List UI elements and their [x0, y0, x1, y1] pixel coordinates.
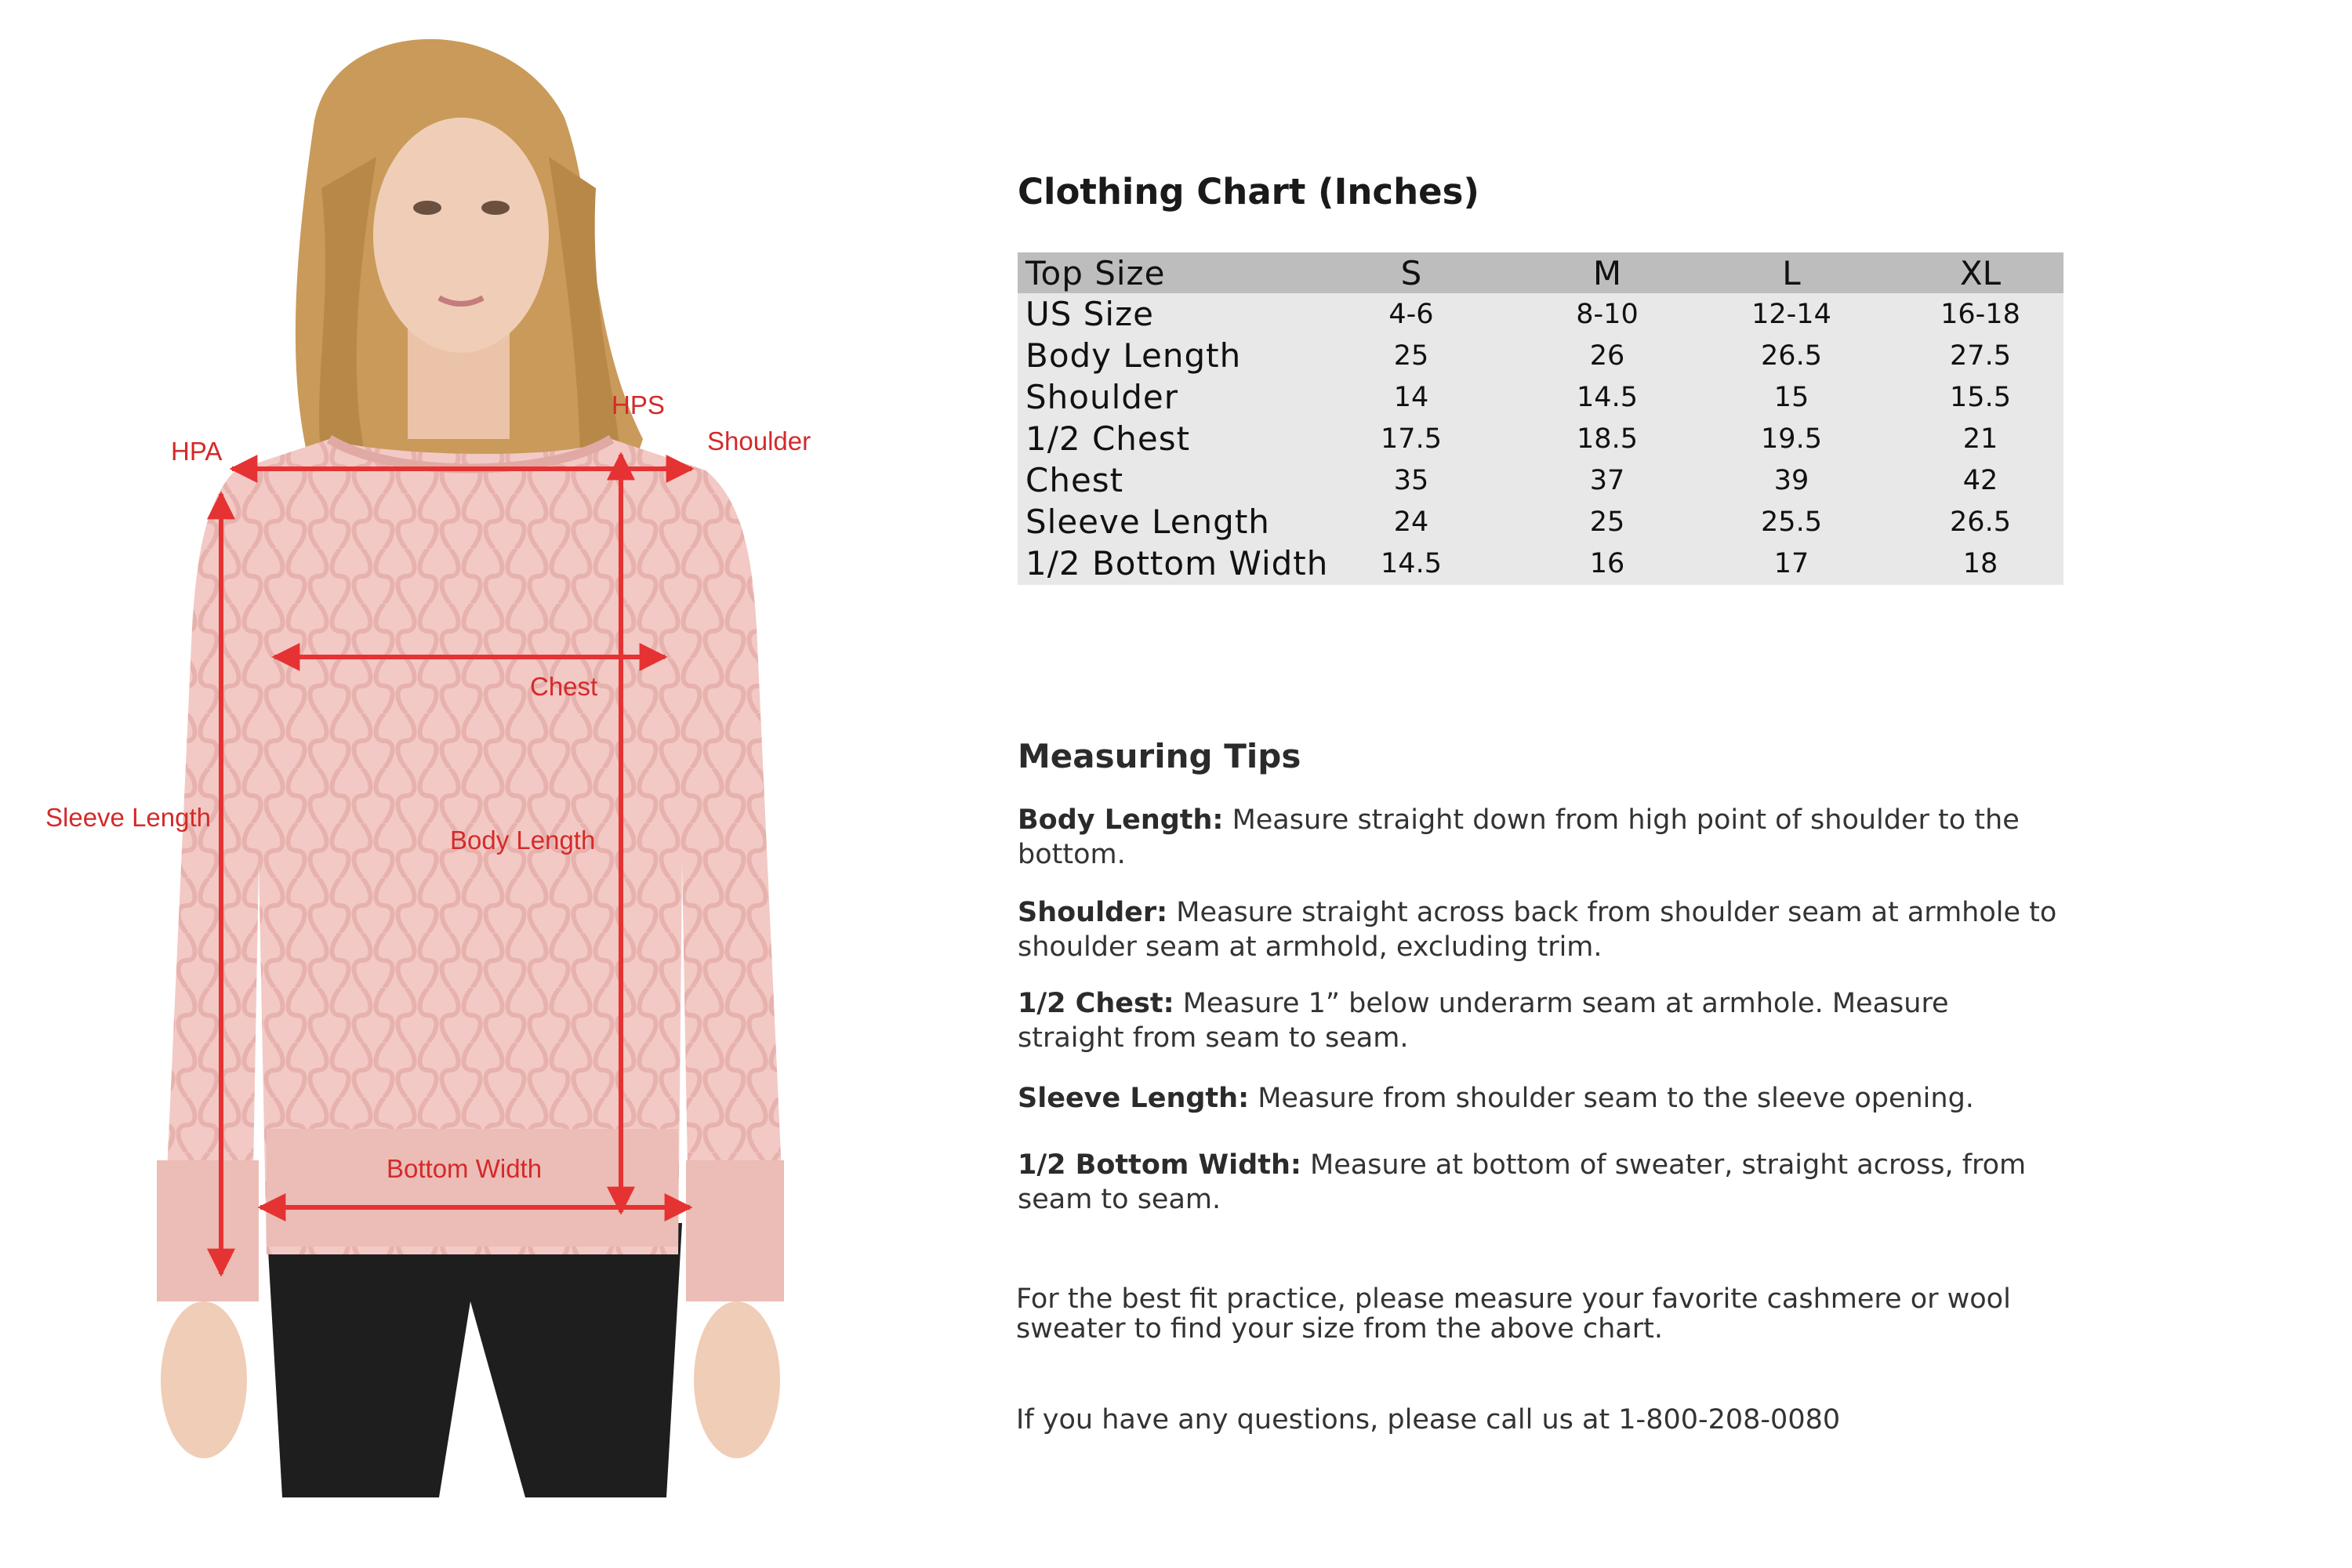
tip-text: Measure at bottom of sweater, straight across, from seam to seam. [1018, 1149, 2027, 1215]
tip-shoulder [1018, 895, 2060, 964]
label-hps: HPS [612, 390, 665, 419]
left-cuff [157, 1160, 259, 1301]
cell-value: 25.5 [1761, 506, 1822, 538]
cell-value: 17.5 [1381, 423, 1442, 455]
cell-value: 8-10 [1576, 298, 1639, 330]
cell-value: 27.5 [1950, 339, 2011, 372]
row-label: Shoulder [1025, 378, 1179, 416]
best-fit-note: For the best fit practice, please measure your favorite cashmere or wool sweater to find your size from the above chart. [1016, 1283, 2011, 1345]
cell-value: 21 [1962, 423, 1998, 455]
tip-term: 1/2 Bottom Width: [1018, 1149, 1301, 1181]
table-row [1018, 501, 2063, 543]
tip-half-chest [1018, 986, 2060, 1055]
cell-value: 19.5 [1761, 423, 1822, 455]
chart-title: Clothing Chart (Inches) [1018, 171, 1479, 212]
label-sleeve-length: Sleeve Length [45, 803, 212, 832]
cell-value: 17 [1773, 547, 1809, 579]
table-row [1018, 418, 2063, 459]
label-bottom-width: Bottom Width [387, 1154, 543, 1183]
table-row [1018, 376, 2063, 418]
cell-value: 26.5 [1950, 506, 2011, 538]
tip-term: Body Length: [1018, 804, 1224, 836]
right-cuff [686, 1160, 784, 1301]
measurement-illustration [0, 0, 964, 1568]
row-label: Chest [1025, 461, 1124, 499]
cell-value: 16 [1589, 547, 1625, 579]
header-label: Top Size [1025, 253, 1166, 292]
label-hpa: HPA [171, 437, 223, 466]
cell-value: 25 [1589, 506, 1625, 538]
tip-text: Measure 1” below underarm seam at armhole. Measure straight from seam to seam. [1018, 988, 1949, 1054]
tip-bottom-width [1018, 1148, 2060, 1217]
table-row [1018, 543, 2063, 584]
cell-value: 26.5 [1761, 339, 1822, 372]
label-chest: Chest [530, 672, 598, 701]
header-size: XL [1959, 253, 2002, 292]
tips-title: Measuring Tips [1018, 737, 1301, 775]
cell-value: 14 [1393, 381, 1429, 413]
cell-value: 12-14 [1751, 298, 1831, 330]
cell-value: 14.5 [1381, 547, 1442, 579]
left-hand [161, 1301, 247, 1458]
model-figure [0, 0, 964, 1568]
row-label: Sleeve Length [1025, 503, 1270, 541]
cell-value: 37 [1589, 464, 1625, 496]
cell-value: 35 [1393, 464, 1429, 496]
tip-term: Shoulder: [1018, 897, 1168, 928]
pants [267, 1223, 682, 1497]
cell-value: 16-18 [1940, 298, 2020, 330]
tip-sleeve-length [1018, 1081, 2060, 1116]
cell-value: 15 [1773, 381, 1809, 413]
cell-value: 24 [1393, 506, 1429, 538]
cell-value: 18 [1962, 547, 1998, 579]
label-body-length: Body Length [450, 826, 596, 855]
cell-value: 18.5 [1577, 423, 1638, 455]
label-shoulder: Shoulder [707, 426, 811, 456]
tip-term: 1/2 Chest: [1018, 988, 1174, 1019]
row-label: Body Length [1025, 336, 1242, 375]
row-label: 1/2 Chest [1025, 419, 1191, 458]
header-size: S [1400, 253, 1422, 292]
row-label: US Size [1025, 295, 1154, 333]
tip-text: Measure straight across back from shoulder seam at armhole to shoulder seam at armhold, excluding trim. [1018, 897, 2057, 963]
cell-value: 39 [1773, 464, 1809, 496]
table-header-row [1018, 252, 2063, 293]
size-chart-table [1018, 252, 2063, 585]
header-size: M [1592, 253, 1622, 292]
contact-note: If you have any questions, please call us at 1-800-208-0080 [1016, 1404, 1841, 1436]
table-row [1018, 459, 2063, 501]
tip-term: Sleeve Length: [1018, 1083, 1250, 1114]
right-hand [694, 1301, 780, 1458]
cell-value: 42 [1962, 464, 1998, 496]
cell-value: 25 [1393, 339, 1429, 372]
sweater-hem [267, 1129, 678, 1247]
tip-body-length [1018, 803, 2060, 872]
row-label: 1/2 Bottom Width [1025, 544, 1329, 583]
cell-value: 14.5 [1577, 381, 1638, 413]
tip-text: Measure straight down from high point of shoulder to the bottom. [1018, 804, 2020, 870]
table-row [1018, 335, 2063, 376]
face [373, 118, 549, 353]
cell-value: 26 [1589, 339, 1625, 372]
cell-value: 4-6 [1388, 298, 1434, 330]
cell-value: 15.5 [1950, 381, 2011, 413]
header-size: L [1782, 253, 1801, 292]
table-row [1018, 293, 2063, 335]
tip-text: Measure from shoulder seam to the sleeve opening. [1249, 1083, 1974, 1114]
